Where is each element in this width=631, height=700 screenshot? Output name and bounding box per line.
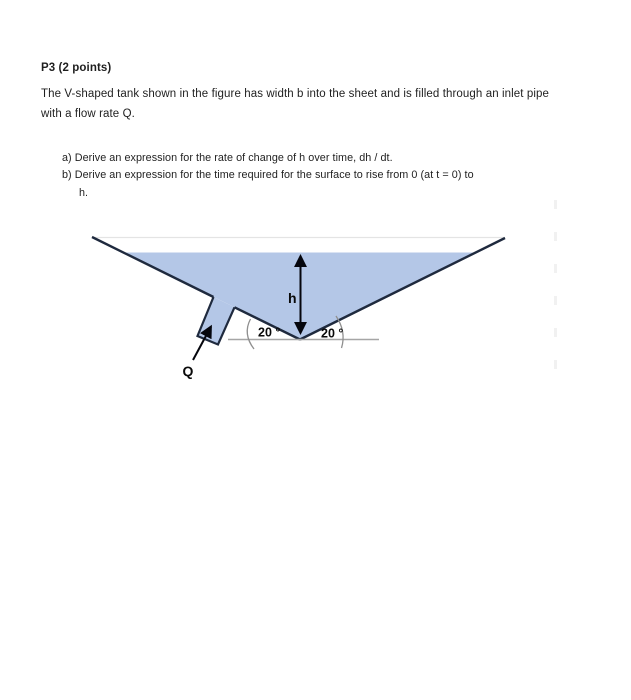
problem-statement: The V-shaped tank shown in the figure has width b into the sheet and is filled through an inlet pipe with a flow rate Q. <box>41 88 550 120</box>
flow-label: Q <box>182 363 194 379</box>
right-angle-label: 20 ° <box>321 326 344 341</box>
subquestion-b-continuation: h. <box>79 186 89 199</box>
subquestion-a: a) Derive an expression for the rate of change of h over time, dh / dt. <box>62 152 393 164</box>
angle-arc-left <box>247 319 254 349</box>
problem-heading: P3 (2 points) <box>41 62 112 74</box>
height-label: h <box>288 290 297 306</box>
left-angle-label: 20 ° <box>258 325 281 340</box>
subquestion-b: b) Derive an expression for the time required for the surface to rise from 0 (at t = 0) to <box>62 169 474 182</box>
